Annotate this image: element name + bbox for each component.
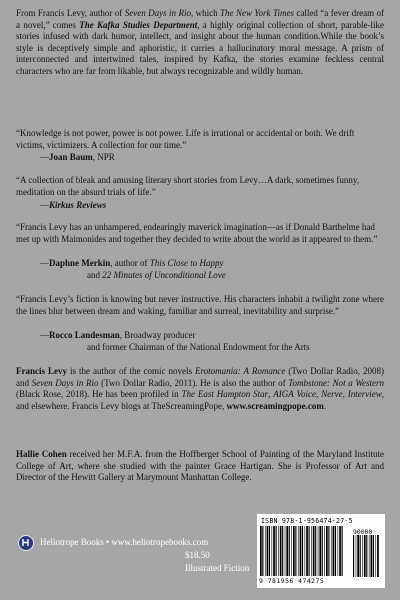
barcode-bar: [293, 526, 295, 576]
bio-text: ,: [342, 389, 348, 400]
bio-text: , and elsewhere. Francis Levy blogs at TheScreamingPope,: [16, 389, 385, 411]
quote-4-text: “Francis Levy’s fiction is knowing but never instructive. His characters inhabit a twilight zone where the lines blur between dream and waking, familiar and surreal, inevitability and surprise.”: [16, 294, 384, 316]
quote-4-source-detail: , Broadway producer: [119, 330, 196, 340]
illustrator-name: Hallie Cohen: [16, 449, 67, 459]
barcode-bar: [326, 526, 328, 576]
barcode-bar: [311, 526, 312, 576]
quote-3-book-title-2: 22 Minutes of Unconditional Love: [102, 270, 226, 280]
barcode-bar: [280, 526, 282, 576]
blurb-text: called “a fever dream of a novel,” comes: [16, 8, 385, 30]
author-book-1: Erotomania: A Romance: [195, 366, 286, 376]
quote-1-text: “Knowledge is not power, power is not power. Life is irrational or accidental or both. We drift victims, victimizers. A collection for our time.”: [16, 128, 355, 150]
quote-1-source-detail: , NPR: [92, 152, 115, 162]
author-book-3: Tombstone: Not a Western: [288, 377, 385, 388]
quote-2-text: “A collection of bleak and amusing literary short stories from Levy…A dark, sometimes funny, meditation on the absurd trials of life.”: [16, 175, 360, 197]
barcode-addon-bars: [353, 535, 383, 577]
barcode-bar: [377, 535, 379, 577]
barcode-bar: [357, 535, 359, 577]
bio-text: ,: [268, 389, 274, 400]
author-name: Francis Levy: [16, 366, 67, 376]
barcode-bar: [331, 526, 332, 576]
author-bio: [16, 366, 384, 412]
blurb-book-title: Seven Days in Rio: [124, 8, 191, 18]
blurb-text: From Francis Levy, author of: [16, 8, 125, 18]
bio-text: is the author of the comic novels: [67, 366, 196, 376]
barcode-bar: [315, 526, 316, 576]
barcode-bar: [356, 535, 357, 577]
barcode-bar: [324, 526, 325, 576]
quote-3-and: and: [87, 270, 103, 280]
barcode-bar: [353, 535, 354, 577]
barcode-bars: [260, 526, 352, 576]
barcode-bar: [265, 526, 266, 576]
barcode-bar: [366, 535, 367, 577]
quote-4-attribution: [40, 330, 196, 342]
barcode-price-code: 90000: [353, 528, 373, 536]
barcode-bar: [282, 526, 283, 576]
publication-1: The East Hampton Star: [181, 389, 269, 400]
barcode-bar: [338, 526, 339, 576]
book-genre: Illustrated Fiction: [185, 563, 250, 573]
barcode-bar: [302, 526, 303, 576]
barcode-bar: [309, 526, 310, 576]
publication-4: Interview: [347, 389, 382, 400]
dash: —: [40, 258, 49, 268]
bio-text: .: [323, 400, 327, 411]
quote-2-attribution: [40, 200, 106, 212]
publisher-footer: [16, 528, 250, 598]
quote-4-attribution-line2: and former Chairman of the National Endowment for the Arts: [87, 342, 310, 352]
barcode-bar: [306, 526, 308, 576]
bio-text: (Two Dollar Radio, 2008) and: [16, 366, 384, 388]
publisher-name: Heliotrope Books • www.heliotropebooks.com: [40, 537, 209, 547]
barcode-bar: [373, 535, 374, 577]
barcode-bar: [322, 526, 323, 576]
barcode-bar: [300, 526, 302, 576]
barcode-bar: [364, 535, 366, 577]
barcode-bar: [289, 526, 290, 576]
publication-2: AIGA Voice: [273, 389, 316, 400]
barcode-bar: [328, 526, 329, 576]
barcode-bar: [267, 526, 269, 576]
blurb-newspaper: The New York Times: [220, 8, 294, 18]
quote-3-source-detail: , author of: [110, 258, 150, 268]
bio-text: ,: [315, 389, 322, 400]
barcode-bar: [333, 526, 335, 576]
book-description: [16, 8, 384, 78]
barcode-bar: [269, 526, 270, 576]
bio-text: (Two Dollar Radio, 2011). He is also the author of: [98, 377, 289, 388]
barcode-bar: [285, 526, 286, 576]
author-website: www.screamingpope.com: [226, 400, 324, 411]
quote-3-source: Daphne Merkin: [49, 258, 111, 268]
barcode-bar: [262, 526, 263, 576]
author-book-2: Seven Days in Rio: [31, 377, 99, 388]
quote-3-text: “Francis Levy has an unhampered, endearingly maverick imagination—as if Donald Barthelme had met up with Maimonides and together they decided to write about the world as it appeared to them.”: [16, 222, 378, 244]
dash: —: [40, 152, 49, 162]
barcode-bar: [362, 535, 363, 577]
barcode-bar: [273, 526, 275, 576]
illustrator-bio-text: received her M.F.A. from the Hoffberger School of Painting of the Maryland Institute College of Art, where she studied with the painter Grace Hartigan. She is Professor of Art and Director of the Hewitt Gallery at Marymount Manhattan College.: [16, 449, 384, 483]
barcode-bar: [371, 535, 373, 577]
barcode-bar: [375, 535, 376, 577]
barcode-bar: [305, 526, 306, 576]
blurb-text: , a highly original collection of short, parable-like stories infused with dark humor, intellect, and insight about the human condition.While the book’s style is deceptively simple and aphoristic, it carries a hallucinatory moral message. A prism of interconnected and intertwined tales, inspired by Kafka, the stories examine feckless central characters who are far from likable, but always recognizable and wildly human.: [16, 19, 384, 76]
barcode-bar: [318, 526, 319, 576]
bio-text: (Black Rose, 2018). He has been profiled in: [16, 389, 182, 400]
barcode-bar: [272, 526, 273, 576]
quote-2-source: Kirkus Reviews: [49, 200, 107, 210]
barcode: [257, 514, 385, 588]
blurb-text: , which: [190, 8, 221, 18]
publication-3: Nerve: [321, 389, 343, 400]
quote-3-attribution: [40, 258, 224, 270]
barcode-bar: [260, 526, 262, 576]
barcode-bar: [278, 526, 279, 576]
barcode-number: 9 781956 474275: [259, 577, 325, 585]
dash: —: [40, 200, 49, 210]
barcode-bar: [342, 526, 343, 576]
dash: —: [40, 330, 49, 340]
barcode-bar: [319, 526, 321, 576]
barcode-bar: [291, 526, 292, 576]
illustrator-bio: [16, 449, 384, 484]
barcode-bar: [276, 526, 277, 576]
barcode-bar: [313, 526, 315, 576]
barcode-bar: [298, 526, 299, 576]
heliotrope-logo-icon: [18, 535, 34, 551]
barcode-bar: [360, 535, 361, 577]
isbn-number: ISBN 978-1-956474-27-5: [261, 517, 353, 525]
barcode-bar: [295, 526, 296, 576]
quote-3-attribution-line2: [87, 270, 226, 282]
barcode-bar: [339, 526, 341, 576]
quote-1-source: Joan Baum: [49, 152, 93, 162]
barcode-bar: [369, 535, 370, 577]
barcode-bar: [335, 526, 336, 576]
quote-4-source: Rocco Landesman: [49, 330, 120, 340]
blurb-collection-title: The Kafka Studies Department: [79, 19, 198, 30]
quote-1-attribution: [40, 152, 115, 164]
book-price: $18.50: [185, 550, 210, 560]
barcode-bar: [286, 526, 288, 576]
quote-3-book-title: This Close to Happy: [149, 258, 224, 268]
